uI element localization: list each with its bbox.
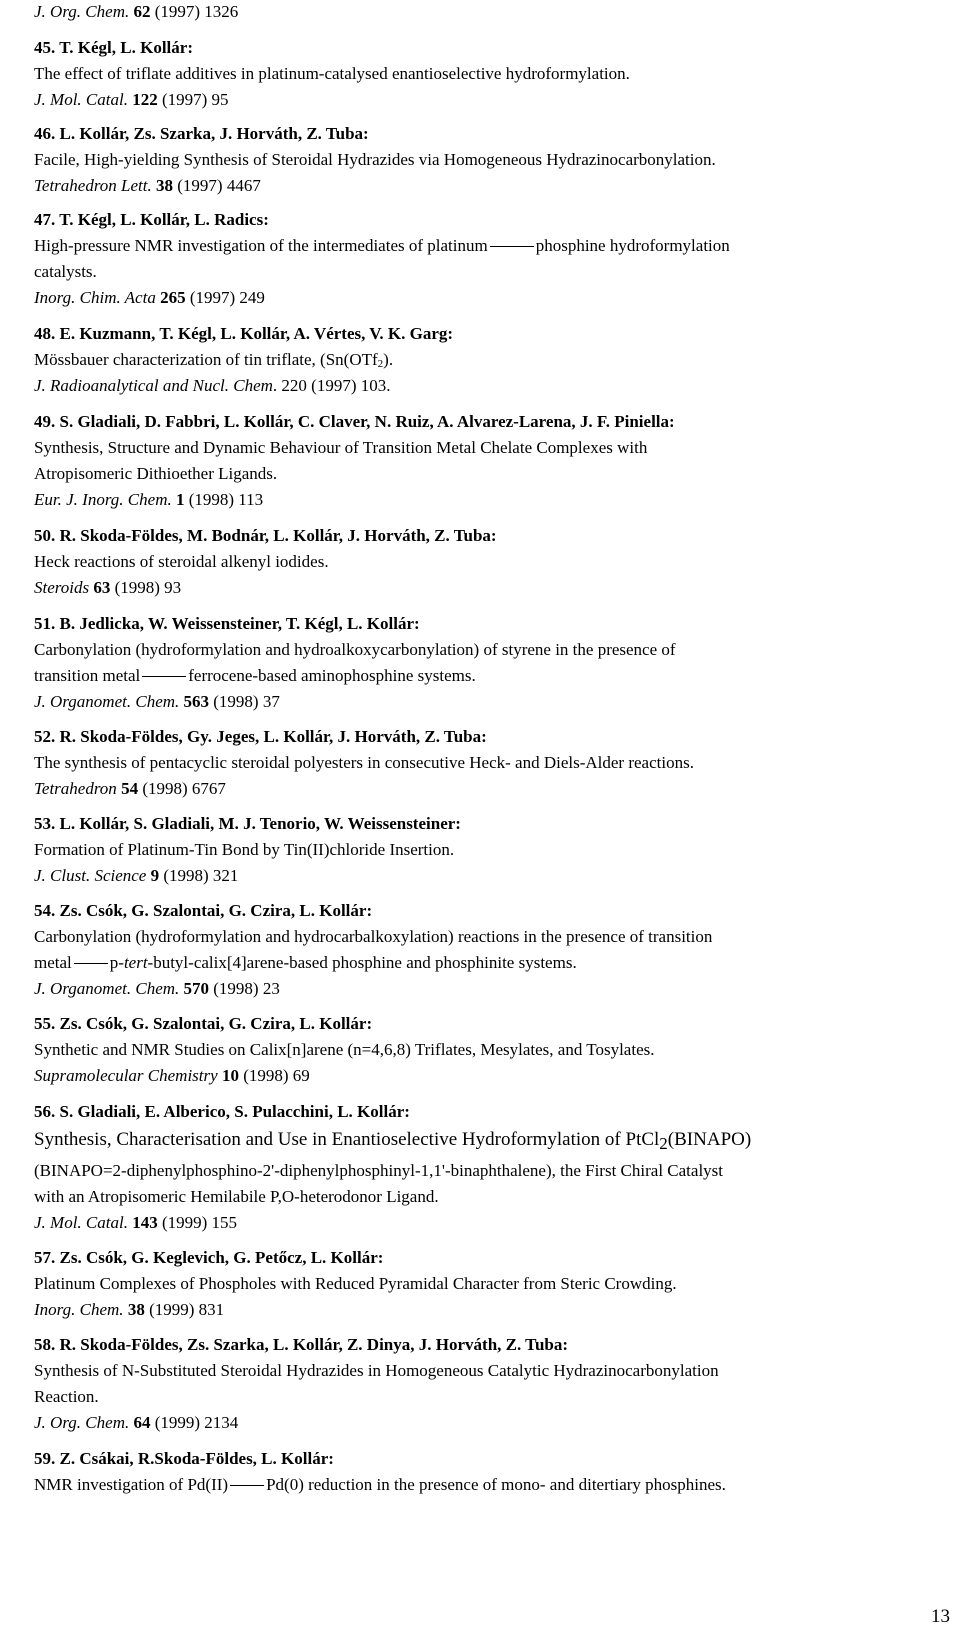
reference-citation: Eur. J. Inorg. Chem. 1 (1998) 113 [34, 490, 264, 509]
reference-title: Formation of Platinum-Tin Bond by Tin(II)chloride Insertion. [34, 840, 455, 859]
reference-title-continued: catalysts. [34, 262, 97, 281]
reference-citation: J. Organomet. Chem. 563 (1998) 37 [34, 692, 280, 711]
reference-header: 51. B. Jedlicka, W. Weissensteiner, T. Kégl, L. Kollár: [34, 614, 420, 633]
citation-line: J. Org. Chem. 62 (1997) 1326 [34, 2, 239, 21]
reference-header: 50. R. Skoda-Földes, M. Bodnár, L. Kollár, J. Horváth, Z. Tuba: [34, 526, 497, 545]
reference-title: Carbonylation (hydroformylation and hydroalkoxycarbonylation) of styrene in the presence of [34, 640, 676, 659]
reference-title: Facile, High-yielding Synthesis of Steroidal Hydrazides via Homogeneous Hydrazinocarbonylation. [34, 150, 716, 169]
reference-header: 57. Zs. Csók, G. Keglevich, G. Petőcz, L. Kollár: [34, 1248, 384, 1267]
reference-header: 45. T. Kégl, L. Kollár: [34, 38, 193, 57]
reference-citation: Tetrahedron Lett. 38 (1997) 4467 [34, 176, 261, 195]
em-dash-line [74, 963, 108, 964]
em-dash-line [142, 676, 186, 677]
reference-title-continued: metal p-tert-butyl-calix[4]arene-based phosphine and phosphinite systems. [34, 953, 577, 972]
reference-title: Synthesis of N-Substituted Steroidal Hydrazides in Homogeneous Catalytic Hydrazinocarbonylation [34, 1361, 719, 1380]
reference-title: Synthesis, Structure and Dynamic Behaviour of Transition Metal Chelate Complexes with [34, 438, 648, 457]
reference-header: 58. R. Skoda-Földes, Zs. Szarka, L. Kollár, Z. Dinya, J. Horváth, Z. Tuba: [34, 1335, 569, 1354]
reference-header: 46. L. Kollár, Zs. Szarka, J. Horváth, Z. Tuba: [34, 124, 369, 143]
reference-citation: Inorg. Chem. 38 (1999) 831 [34, 1300, 225, 1319]
reference-citation: Steroids 63 (1998) 93 [34, 578, 182, 597]
reference-citation: J. Clust. Science 9 (1998) 321 [34, 866, 239, 885]
reference-title: Synthetic and NMR Studies on Calix[n]arene (n=4,6,8) Triflates, Mesylates, and Tosylates. [34, 1040, 655, 1059]
reference-citation: Supramolecular Chemistry 10 (1998) 69 [34, 1066, 310, 1085]
page-number: 13 [931, 1606, 950, 1627]
reference-citation: J. Radioanalytical and Nucl. Chem. 220 (1997) 103. [34, 376, 391, 395]
reference-title: Heck reactions of steroidal alkenyl iodides. [34, 552, 329, 571]
reference-citation: J. Organomet. Chem. 570 (1998) 23 [34, 979, 280, 998]
reference-header: 47. T. Kégl, L. Kollár, L. Radics: [34, 210, 269, 229]
reference-citation: J. Mol. Catal. 122 (1997) 95 [34, 90, 229, 109]
reference-title: Platinum Complexes of Phospholes with Reduced Pyramidal Character from Steric Crowding. [34, 1274, 677, 1293]
reference-title: High-pressure NMR investigation of the intermediates of platinum phosphine hydroformylation [34, 236, 730, 255]
reference-title-continued: Atropisomeric Dithioether Ligands. [34, 464, 278, 483]
reference-header: 54. Zs. Csók, G. Szalontai, G. Czira, L. Kollár: [34, 901, 373, 920]
em-dash-line [230, 1485, 264, 1486]
reference-title-continued: transition metal ferrocene-based aminophosphine systems. [34, 666, 476, 685]
reference-title: The synthesis of pentacyclic steroidal polyesters in consecutive Heck- and Diels-Alder reactions. [34, 753, 694, 772]
reference-header: 56. S. Gladiali, E. Alberico, S. Pulacchini, L. Kollár: [34, 1102, 410, 1121]
reference-title: NMR investigation of Pd(II) Pd(0) reduction in the presence of mono- and ditertiary phosphines. [34, 1475, 726, 1494]
reference-title: Carbonylation (hydroformylation and hydrocarbalkoxylation) reactions in the presence of transition [34, 927, 713, 946]
reference-header: 55. Zs. Csók, G. Szalontai, G. Czira, L. Kollár: [34, 1014, 373, 1033]
reference-title: Mössbauer characterization of tin triflate, (Sn(OTf2). [34, 350, 394, 370]
reference-header: 59. Z. Csákai, R.Skoda-Földes, L. Kollár: [34, 1449, 334, 1468]
reference-header: 53. L. Kollár, S. Gladiali, M. J. Tenorio, W. Weissensteiner: [34, 814, 461, 833]
reference-header: 48. E. Kuzmann, T. Kégl, L. Kollár, A. Vértes, V. K. Garg: [34, 324, 454, 343]
reference-citation: Inorg. Chim. Acta 265 (1997) 249 [34, 288, 265, 307]
reference-title-continued: Reaction. [34, 1387, 99, 1406]
reference-citation: J. Org. Chem. 64 (1999) 2134 [34, 1413, 239, 1432]
reference-title-continued: with an Atropisomeric Hemilabile P,O-heterodonor Ligand. [34, 1187, 439, 1206]
reference-header: 49. S. Gladiali, D. Fabbri, L. Kollár, C. Claver, N. Ruiz, A. Alvarez-Larena, J. F. Piniella: [34, 412, 675, 431]
reference-title-continued: (BINAPO=2-diphenylphosphino-2'-diphenylphosphinyl-1,1'-binaphthalene), the First Chiral Catalyst [34, 1161, 724, 1180]
reference-title: The effect of triflate additives in platinum-catalysed enantioselective hydroformylation. [34, 64, 630, 83]
reference-citation: J. Mol. Catal. 143 (1999) 155 [34, 1213, 238, 1232]
reference-title: Synthesis, Characterisation and Use in Enantioselective Hydroformylation of PtCl2(BINAPO) [34, 1129, 752, 1153]
reference-citation: Tetrahedron 54 (1998) 6767 [34, 779, 226, 798]
reference-header: 52. R. Skoda-Földes, Gy. Jeges, L. Kollár, J. Horváth, Z. Tuba: [34, 727, 487, 746]
em-dash-line [490, 246, 534, 247]
